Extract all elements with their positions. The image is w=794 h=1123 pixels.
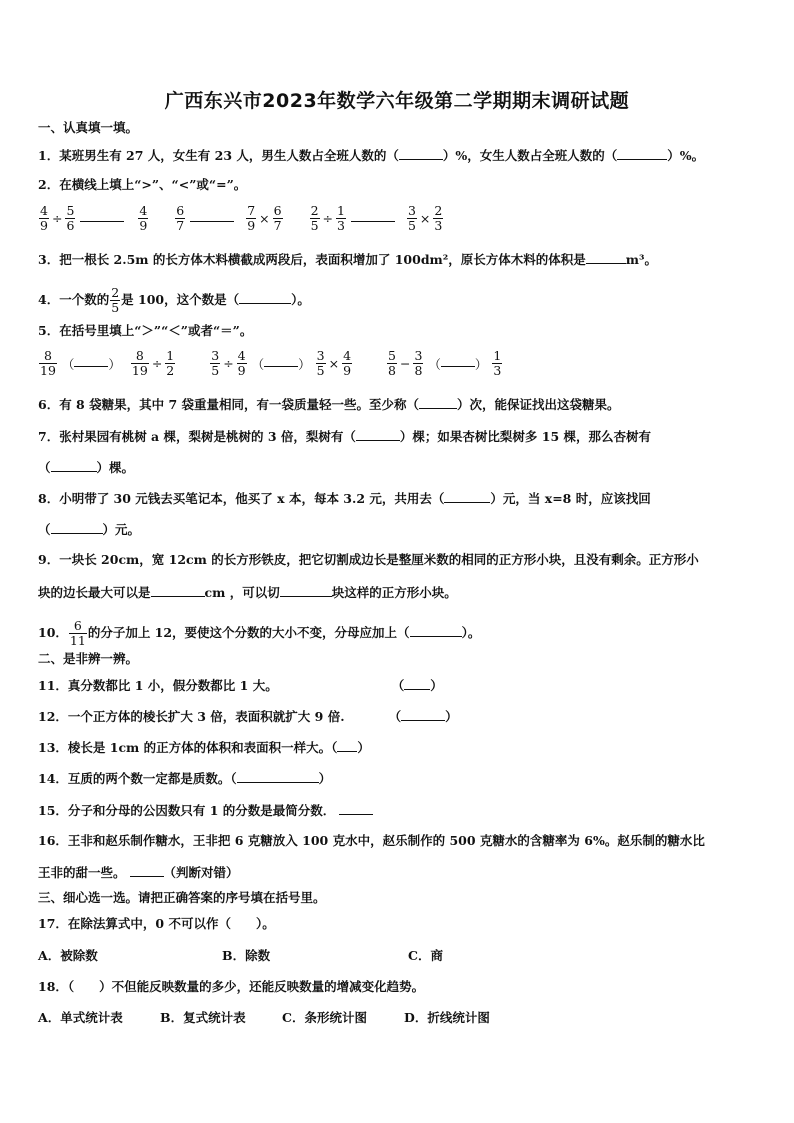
option-c[interactable]: C．条形统计图 — [282, 1010, 367, 1025]
section-1-heading: 一、认真填一填。 — [38, 120, 139, 135]
question-8-cont: （ ）元。 — [38, 522, 141, 537]
fraction: $\frac{1}{2}$ — [166, 348, 175, 378]
page-title: 广西东兴市2023年数学六年级第二学期期末调研试题 — [164, 90, 630, 112]
option-a[interactable]: A．单式统计表 — [38, 1010, 123, 1025]
fraction: $\frac{6}{7}$ — [273, 203, 282, 233]
fraction: $\frac{2}{3}$ — [434, 203, 443, 233]
answer-blank[interactable] — [239, 291, 291, 304]
fraction: $\frac{2}{5}$ — [111, 285, 120, 315]
section-2-heading: 二、是非辨一辨。 — [38, 651, 139, 666]
question-8: 8．小明带了 30 元钱去买笔记本，他买了 x 本，每本 3.2 元，共用去（ ）元，当 x=8 时，应该找回 — [38, 491, 651, 506]
option-a[interactable]: A．被除数 — [38, 948, 98, 963]
question-9-cont: 块的边长最大可以是 cm ，可以切 块这样的正方形小块。 — [38, 585, 457, 600]
question-6: 6．有 8 袋糖果，其中 7 袋重量相同，有一袋质量轻一些。至少称（ ）次，能保证找出这袋糖果。 — [38, 397, 620, 412]
fraction: $\frac{4}{9}$ — [139, 203, 148, 233]
fraction: $\frac{3}{5}$ — [316, 348, 325, 378]
answer-blank[interactable] — [130, 864, 164, 877]
question-18-options — [38, 1010, 490, 1026]
question-4: 4．一个数的 $\frac{2}{5}$ 是 100，这个数是（ ）。 — [38, 285, 310, 315]
answer-blank[interactable] — [399, 147, 443, 160]
option-c[interactable]: C．商 — [408, 948, 443, 963]
question-17: 17．在除法算式中，0 不可以作（ ）。 — [38, 916, 275, 931]
question-10: 10． $\frac{6}{11}$ 的分子加上 12，要使这个分数的大小不变，分母应加上（ ）。 — [38, 618, 481, 648]
option-b[interactable]: B．复式统计表 — [160, 1010, 246, 1025]
question-16-cont: 王非的甜一些。 （判断对错） — [38, 865, 239, 880]
answer-blank[interactable] — [339, 802, 373, 815]
answer-blank[interactable] — [617, 147, 667, 160]
answer-blank[interactable] — [237, 770, 319, 783]
answer-blank[interactable] — [337, 739, 357, 752]
answer-blank[interactable] — [80, 209, 124, 222]
answer-blank[interactable] — [444, 490, 490, 503]
question-2-expressions: $\frac{4}{9}$ ÷ $\frac{5}{6}$ $\frac{4}{9}$ $\frac{6}{7}$ $\frac{7}{9}$ × $\frac{6}{7}$ $\frac{2}{5}$ ÷ $\frac{1}{3}$ $\frac{3}{5}$ × $\frac{2}{3}$ — [40, 203, 443, 233]
question-11: 11．真分数都比 1 小，假分数都比 1 大。 （ ） — [38, 678, 443, 693]
answer-blank[interactable] — [356, 428, 400, 441]
fraction: $\frac{4}{9}$ — [343, 348, 352, 378]
question-16: 16．王非和赵乐制作糖水，王非把 6 克糖放入 100 克水中，赵乐制作的 500 克糖水的含糖率为 6%。赵乐制的糖水比 — [38, 833, 705, 848]
answer-blank[interactable] — [151, 584, 205, 597]
question-5: 5．在括号里填上“＞”“＜”或者“＝”。 — [38, 323, 253, 338]
question-17-options — [38, 948, 443, 964]
question-12: 12．一个正方体的棱长扩大 3 倍，表面积就扩大 9 倍. （ ） — [38, 709, 458, 724]
answer-blank[interactable] — [586, 251, 626, 264]
option-b[interactable]: B．除数 — [222, 948, 271, 963]
answer-blank[interactable] — [419, 396, 457, 409]
fraction: $\frac{5}{6}$ — [66, 203, 75, 233]
question-18: 18．（ ）不但能反映数量的多少，还能反映数量的增减变化趋势。 — [38, 979, 425, 994]
question-2: 2．在横线上填上“>”、“<”或“=”。 — [38, 177, 247, 192]
answer-blank[interactable] — [401, 708, 445, 721]
fraction: $\frac{3}{5}$ — [211, 348, 220, 378]
question-15: 15．分子和分母的公因数只有 1 的分数是最简分数． — [38, 802, 373, 819]
fraction: $\frac{6}{7}$ — [176, 203, 185, 233]
option-d[interactable]: D．折线统计图 — [404, 1010, 490, 1025]
fraction: $\frac{8}{19}$ — [131, 348, 148, 378]
question-1: 1．某班男生有 27 人，女生有 23 人，男生人数占全班人数的（ ）%，女生人数占全班人数的（ ）%。 — [38, 148, 705, 163]
question-5-expressions: $\frac{8}{19}$ （ ） $\frac{8}{19}$ ÷ $\frac{1}{2}$ $\frac{3}{5}$ ÷ $\frac{4}{9}$ （ ） $\frac{3}{5}$ × $\frac{4}{9}$ $\frac{5}{8}$ − $\frac{3}{8}$ （ ） $\frac{1}{3}$ — [40, 348, 502, 378]
fraction: $\frac{2}{5}$ — [310, 203, 319, 233]
answer-blank[interactable] — [51, 521, 103, 534]
answer-blank[interactable] — [74, 354, 108, 367]
question-9: 9．一块长 20cm，宽 12cm 的长方形铁皮，把它切割成边长是整厘米数的相同的正方形小块，且没有剩余。正方形小 — [38, 552, 699, 567]
fraction: $\frac{5}{8}$ — [388, 348, 396, 378]
fraction: $\frac{1}{3}$ — [337, 203, 345, 233]
answer-blank[interactable] — [51, 459, 97, 472]
question-7-cont: （ ）棵。 — [38, 460, 135, 475]
answer-blank[interactable] — [441, 354, 475, 367]
fraction: $\frac{4}{9}$ — [237, 348, 246, 378]
answer-blank[interactable] — [264, 354, 298, 367]
answer-blank[interactable] — [280, 584, 332, 597]
fraction: $\frac{8}{19}$ — [40, 348, 56, 378]
fraction: $\frac{7}{9}$ — [247, 203, 256, 233]
fraction: $\frac{4}{9}$ — [40, 203, 48, 233]
question-13: 13．棱长是 1cm 的正方体的体积和表面积一样大。（ ） — [38, 740, 370, 755]
question-3: 3．把一根长 2.5m 的长方体木料横截成两段后，表面积增加了 100dm²，原长方体木料的体积是 m³。 — [38, 252, 657, 267]
fraction: $\frac{1}{3}$ — [493, 348, 502, 378]
fraction: $\frac{3}{8}$ — [414, 348, 423, 378]
answer-blank[interactable] — [410, 624, 462, 637]
fraction: $\frac{6}{11}$ — [69, 618, 86, 648]
answer-blank[interactable] — [351, 209, 395, 222]
answer-blank[interactable] — [404, 677, 430, 690]
question-7: 7．张村果园有桃树 a 棵，梨树是桃树的 3 倍，梨树有（ ）棵；如果杏树比梨树多 15 棵，那么杏树有 — [38, 429, 652, 444]
question-14: 14．互质的两个数一定都是质数。（ ） — [38, 771, 332, 786]
fraction: $\frac{3}{5}$ — [407, 203, 416, 233]
answer-blank[interactable] — [190, 209, 234, 222]
section-3-heading: 三、细心选一选。请把正确答案的序号填在括号里。 — [38, 890, 326, 905]
